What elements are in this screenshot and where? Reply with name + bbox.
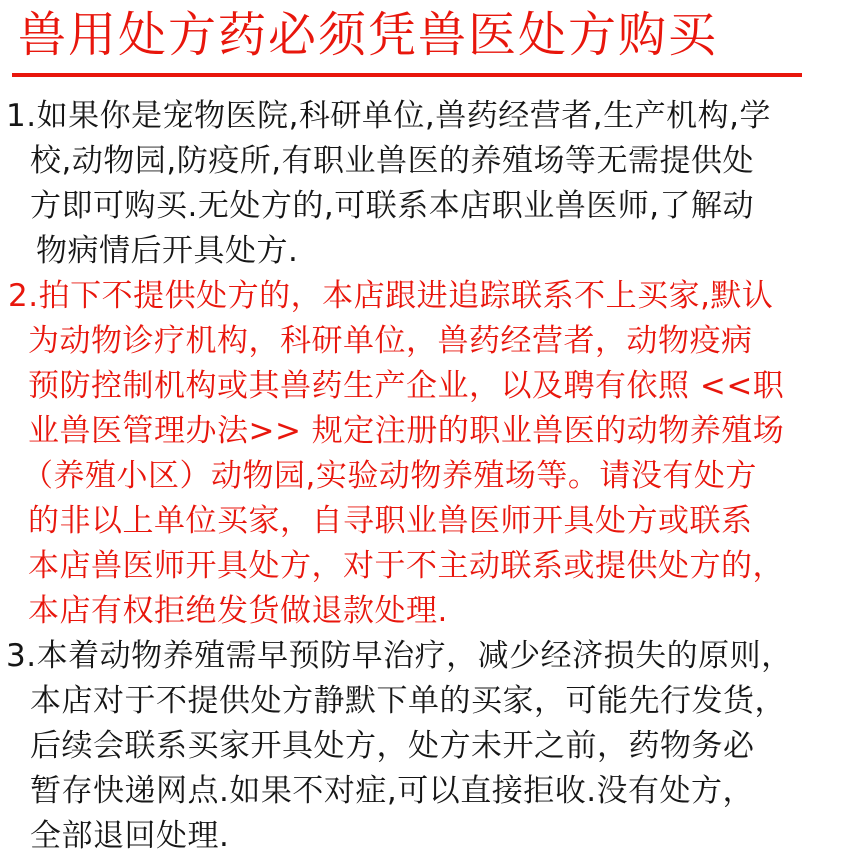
notice-2-line: 2.拍下不提供处方的，本店跟进追踪联系不上买家,默认	[8, 278, 774, 314]
notice-1-line: 物病情后开具处方.	[36, 233, 299, 269]
notice-3-line: 本店对于不提供处方静默下单的买家，可能先行发货，	[30, 683, 786, 719]
page-title: 兽用处方药必须凭兽医处方购买	[18, 7, 719, 63]
notice-3-line: 3.本着动物养殖需早预防早治疗，减少经济损失的原则，	[6, 638, 793, 674]
notice-2-line: 为动物诊疗机构，科研单位，兽药经营者，动物疫病	[28, 323, 753, 359]
title-underline	[12, 73, 802, 77]
notice-3-line: 后续会联系买家开具处方，处方未开之前，药物务必	[30, 728, 755, 764]
notice-2-line: 业兽医管理办法>> 规定注册的职业兽医的动物养殖场	[28, 413, 785, 449]
notice-1-line: 1.如果你是宠物医院,科研单位,兽药经营者,生产机构,学	[6, 98, 771, 134]
notice-2-line: 预防控制机构或其兽药生产企业，以及聘有依照 <<职	[28, 368, 785, 404]
notice-2-line: 本店兽医师开具处方，对于不主动联系或提供处方的，	[28, 548, 784, 584]
notice-2-line: （养殖小区）动物园,实验动物养殖场等。请没有处方	[22, 458, 757, 494]
notice-2-line: 本店有权拒绝发货做退款处理.	[28, 593, 448, 629]
notice-1-line: 方即可购买.无处方的,可联系本店职业兽医师,了解动	[30, 188, 755, 224]
notice-3-line: 暂存快递网点.如果不对症,可以直接拒收.没有处方，	[30, 773, 755, 809]
notice-1-line: 校,动物园,防疫所,有职业兽医的养殖场等无需提供处	[30, 143, 755, 179]
notice-2-line: 的非以上单位买家，自寻职业兽医师开具处方或联系	[28, 503, 753, 539]
notice-3-line: 全部退回处理.	[30, 818, 230, 854]
